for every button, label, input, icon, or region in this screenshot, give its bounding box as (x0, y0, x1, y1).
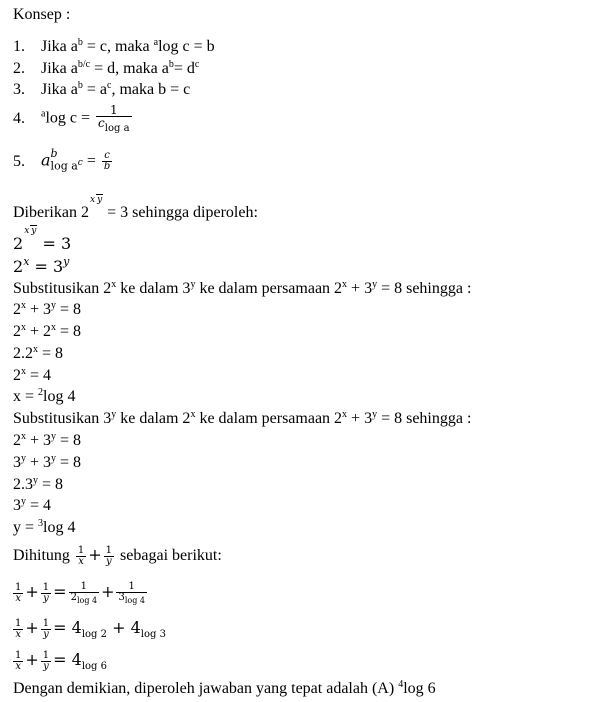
fraction-1-over-x (76, 546, 86, 567)
text: 3 (13, 497, 21, 514)
exponent: y (372, 279, 378, 290)
subscript: log 4 (76, 596, 98, 605)
exponent: y (51, 431, 57, 442)
numerator: 1 (109, 103, 118, 117)
denominator: y (31, 226, 37, 236)
equals: = (82, 152, 100, 170)
concept-text: , maka b = c (111, 81, 191, 98)
text: + 3 (26, 301, 52, 318)
denominator: y (43, 593, 49, 604)
plus-sign: + (101, 582, 115, 602)
substitution-x-line-1 (13, 301, 81, 319)
text: 2 (13, 301, 21, 318)
concept-text: log c = b (158, 38, 215, 55)
list-number: 2. (13, 60, 25, 77)
exponent: b (77, 37, 83, 48)
exponent: b (168, 59, 174, 70)
subscript (51, 159, 83, 172)
text: + 3 (347, 410, 373, 427)
conclusion (13, 680, 436, 698)
fraction-1-over-y (41, 583, 51, 604)
subscript: log 2 (81, 629, 107, 641)
equals: = (53, 582, 67, 602)
exponent: y (190, 279, 196, 290)
fraction-1-over-x (13, 583, 23, 604)
text: log 6 (403, 680, 436, 697)
text: ke dalam 3 (116, 280, 191, 297)
list-number: 5. (13, 152, 25, 170)
text: = 8 (38, 476, 64, 493)
numerator: 1 (77, 545, 85, 556)
list-number: 3. (13, 81, 25, 98)
text: y = (13, 519, 39, 536)
denominator: y (106, 556, 112, 567)
substitution-x-intro (13, 280, 471, 298)
text: 2.2 (13, 345, 33, 362)
exponent: x (21, 300, 26, 311)
denominator: y (43, 661, 49, 672)
base: 2 (13, 234, 24, 253)
fraction-log (69, 582, 100, 605)
prefix-superscript: 3 (38, 518, 44, 529)
text: + 3 (26, 454, 52, 471)
exponent: c (194, 59, 200, 70)
text: Dengan demikian, diperoleh jawaban yang tepat adalah (A) (13, 680, 399, 697)
substitution-y-line-2 (13, 454, 81, 472)
denominator (69, 592, 100, 605)
given-line (13, 195, 258, 222)
denominator: x (15, 629, 21, 640)
heading-text: Konsep : (13, 6, 71, 23)
exponent: x (51, 322, 57, 333)
concept-text: = c, maka (82, 38, 154, 55)
denominator (116, 592, 147, 605)
fraction-1-over-x (13, 619, 23, 640)
exponent: x (342, 279, 348, 290)
substitution-y-line-4 (13, 497, 51, 515)
heading (13, 6, 70, 24)
given-text: Diberikan 2 (13, 204, 89, 221)
exponent: x (21, 431, 26, 442)
plus-sign: + (25, 618, 39, 638)
subscript: log 6 (81, 661, 107, 673)
exponent: y (51, 453, 57, 464)
substitution-y-line-1 (13, 432, 81, 450)
fraction-1-over-y (41, 619, 51, 640)
stacked-indices (51, 148, 83, 172)
text: 2 (13, 323, 21, 340)
plus-sign: + (88, 545, 102, 565)
text: Dihitung (13, 547, 74, 565)
text: = 8 sehingga : (377, 280, 472, 297)
text: = 4 (26, 497, 52, 514)
denominator: y (97, 195, 103, 205)
concept-1 (13, 38, 215, 56)
concept-text: = a (82, 81, 107, 98)
denominator: b (103, 161, 111, 173)
equals: = 4 (53, 618, 82, 638)
numerator: 1 (15, 618, 22, 629)
exponent: b (77, 80, 83, 91)
text: ke dalam persamaan 2 (195, 280, 343, 297)
prefix-superscript: 4 (398, 679, 404, 690)
exponent: x (33, 344, 38, 355)
subscript: log 4 (124, 596, 145, 605)
given-text: = 3 sehingga diperoleh: (103, 204, 258, 221)
numerator: 1 (15, 582, 22, 593)
exponent: y (51, 300, 57, 311)
denominator: x (15, 593, 21, 604)
text: 2 (13, 367, 21, 384)
compute-intro (13, 546, 222, 567)
concept-text: Jika a (41, 60, 78, 77)
exponent: x (21, 322, 26, 333)
text: sebagai berikut: (116, 547, 222, 565)
text: 2 (13, 432, 21, 449)
exponent: y (21, 453, 26, 464)
text: 2.3 (13, 476, 33, 493)
numerator: x (89, 195, 96, 205)
concept-text: Jika a (41, 81, 78, 98)
numerator: 1 (105, 545, 113, 556)
text: 3 (13, 454, 21, 471)
computation-line-2 (13, 619, 166, 644)
text: + 2 (26, 323, 52, 340)
step-1 (13, 226, 72, 254)
prefix-superscript: a (153, 37, 159, 48)
exponent-fraction (89, 190, 103, 206)
text: + 3 (347, 280, 373, 297)
base: a (41, 150, 51, 170)
fraction (102, 151, 112, 172)
text: = 8 (56, 454, 82, 471)
fraction-1-over-y (104, 546, 114, 567)
equals: = 4 (53, 650, 82, 670)
text: log 4 (43, 388, 76, 405)
exponent: y (372, 409, 378, 420)
concept-text: = d (173, 60, 195, 77)
substitution-x-line-3 (13, 345, 63, 363)
text: ke dalam persamaan 2 (195, 410, 343, 427)
base: 2 (13, 257, 24, 276)
exponent: c (107, 80, 112, 91)
text: x = (13, 388, 39, 405)
numerator: x (24, 226, 30, 236)
concept-text: Jika a (41, 38, 78, 55)
step-text: = 3 (29, 257, 64, 276)
numerator: 1 (42, 650, 50, 661)
subscript-log: log a (50, 159, 78, 173)
numerator: c (104, 150, 110, 162)
text: ke dalam 2 (116, 410, 191, 427)
step-2 (13, 255, 70, 277)
substitution-x-line-2 (13, 323, 81, 341)
substitution-x-line-4 (13, 367, 51, 385)
text: log 4 (43, 519, 76, 536)
exponent: x (342, 409, 348, 420)
subscript: log 3 (140, 629, 166, 641)
denominator: y (43, 629, 49, 640)
text: Substitusikan 3 (13, 410, 112, 427)
fraction-1-over-x (13, 651, 23, 672)
text: = 8 (56, 323, 82, 340)
numerator: 1 (15, 650, 22, 661)
denominator-base: 2 (70, 592, 77, 603)
fraction-1-over-y (41, 651, 51, 672)
text: = 4 (26, 367, 52, 384)
exponent: y (33, 475, 38, 486)
exponent: y (63, 255, 70, 268)
exponent: y (111, 409, 117, 420)
computation-line-3 (13, 651, 107, 676)
prefix-superscript: 2 (38, 387, 44, 398)
subscript: log a (104, 123, 130, 134)
plus-term: + 4 (107, 618, 141, 638)
text: + 3 (26, 432, 52, 449)
denominator-base: 3 (118, 592, 125, 603)
concept-3 (13, 81, 190, 99)
exponent: x (23, 255, 30, 268)
superscript: b (50, 147, 58, 160)
fraction-log (116, 582, 147, 605)
prefix-superscript: a (41, 108, 46, 120)
substitution-y-line-3 (13, 476, 63, 494)
concept-text: log c = (45, 109, 95, 127)
concept-4 (13, 104, 134, 134)
numerator: 1 (128, 581, 135, 592)
text: = 8 sehingga : (377, 410, 472, 427)
concept-text: = d, maka a (90, 60, 169, 77)
subscript-exponent: c (77, 158, 83, 168)
numerator: 1 (80, 581, 87, 592)
substitution-x-line-5 (13, 388, 75, 406)
substitution-y-line-5 (13, 519, 75, 537)
text: = 8 (56, 301, 82, 318)
exponent: b/c (77, 59, 91, 70)
list-number: 1. (13, 38, 25, 55)
exponent: x (111, 279, 117, 290)
substitution-y-intro (13, 410, 471, 428)
concept-5 (13, 147, 114, 174)
fraction (96, 104, 132, 134)
exponent: y (21, 496, 26, 507)
denominator: x (15, 661, 21, 672)
step-text: = 3 (37, 234, 72, 253)
denominator (96, 116, 132, 134)
list-number: 4. (13, 109, 25, 127)
exponent: x (190, 409, 196, 420)
numerator: 1 (42, 582, 50, 593)
denominator: x (78, 556, 84, 567)
denominator-base: c (98, 116, 105, 130)
text: = 8 (56, 432, 82, 449)
computation-line-1 (13, 582, 149, 605)
exponent: x (21, 366, 26, 377)
concept-2 (13, 60, 199, 78)
text: = 8 (38, 345, 64, 362)
text: Substitusikan 2 (13, 280, 112, 297)
plus-sign: + (25, 650, 39, 670)
numerator: 1 (42, 618, 50, 629)
exponent-fraction (23, 221, 37, 237)
plus-sign: + (25, 582, 39, 602)
